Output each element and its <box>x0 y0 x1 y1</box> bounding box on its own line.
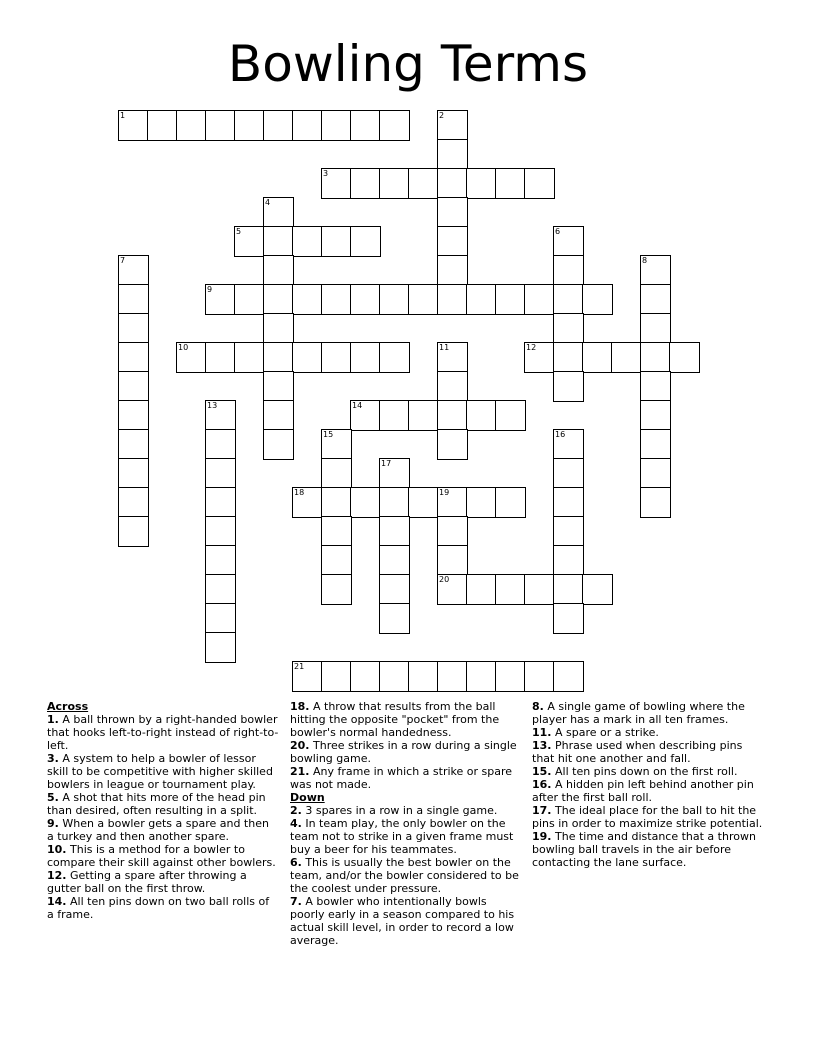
clue-number-label: 17. <box>532 804 552 817</box>
grid-cell[interactable] <box>263 110 294 141</box>
grid-cell[interactable] <box>553 487 584 518</box>
grid-cell[interactable] <box>582 574 613 605</box>
across-clue <box>290 700 522 739</box>
grid-cell[interactable] <box>640 429 671 460</box>
grid-cell[interactable] <box>640 487 671 518</box>
grid-cell[interactable] <box>611 342 642 373</box>
clue-number: 18 <box>294 488 305 497</box>
grid-cell[interactable] <box>379 574 410 605</box>
grid-cell[interactable] <box>408 487 439 518</box>
clue-text: Any frame in which a strike or spare was not made. <box>290 765 513 791</box>
grid-cell[interactable] <box>553 342 584 373</box>
clue-text: This is a method for a bowler to compare their skill against other bowlers. <box>47 843 276 869</box>
across-clue <box>47 752 279 791</box>
down-clue <box>532 700 764 726</box>
clue-number: 20 <box>439 575 450 584</box>
across-clue <box>290 739 522 765</box>
grid-cell[interactable] <box>495 661 526 692</box>
clue-number-label: 5. <box>47 791 59 804</box>
down-clue <box>532 830 764 869</box>
grid-cell[interactable] <box>640 255 671 286</box>
grid-cell[interactable] <box>437 429 468 460</box>
across-clue <box>47 895 279 921</box>
grid-cell[interactable] <box>205 342 236 373</box>
grid-cell[interactable] <box>234 284 265 315</box>
grid-cell[interactable] <box>263 313 294 344</box>
grid-cell[interactable] <box>379 516 410 547</box>
grid-cell[interactable] <box>321 516 352 547</box>
clue-number-label: 21. <box>290 765 310 778</box>
grid-cell[interactable] <box>524 574 555 605</box>
grid-cell[interactable] <box>263 400 294 431</box>
clue-number: 14 <box>352 401 363 410</box>
clue-number: 10 <box>178 343 189 352</box>
grid-cell[interactable] <box>321 342 352 373</box>
grid-cell[interactable] <box>118 255 149 286</box>
down-clue <box>532 739 764 765</box>
clue-number-label: 3. <box>47 752 59 765</box>
page-title: Bowling Terms <box>227 35 589 93</box>
clue-number-label: 13. <box>532 739 552 752</box>
clue-text: A ball thrown by a right-handed bowler that hooks left-to-right instead of right-to-left. <box>47 713 279 752</box>
grid-cell[interactable] <box>495 168 526 199</box>
clue-text: Getting a spare after throwing a gutter ball on the first throw. <box>47 869 247 895</box>
grid-cell[interactable] <box>321 545 352 576</box>
across-clue <box>47 843 279 869</box>
grid-cell[interactable] <box>205 400 236 431</box>
clue-number: 19 <box>439 488 450 497</box>
clue-number: 7 <box>120 256 126 265</box>
grid-cell[interactable] <box>553 371 584 402</box>
grid-cell[interactable] <box>466 487 497 518</box>
grid-cell[interactable] <box>292 487 323 518</box>
clue-number: 16 <box>555 430 566 439</box>
grid-cell[interactable] <box>118 284 149 315</box>
clue-number: 21 <box>294 662 305 671</box>
clue-number-label: 1. <box>47 713 59 726</box>
clues-column-2 <box>290 700 522 947</box>
grid-cell[interactable] <box>553 603 584 634</box>
grid-cell[interactable] <box>640 342 671 373</box>
grid-cell[interactable] <box>205 603 236 634</box>
grid-cell[interactable] <box>147 110 178 141</box>
grid-cell[interactable] <box>437 516 468 547</box>
clues-column-3 <box>532 700 764 869</box>
clue-text: Phrase used when describing pins that hit one another and fall. <box>532 739 743 765</box>
grid-cell[interactable] <box>582 342 613 373</box>
grid-cell[interactable] <box>205 284 236 315</box>
grid-cell[interactable] <box>437 110 468 141</box>
grid-cell[interactable] <box>321 284 352 315</box>
down-clue <box>532 804 764 830</box>
grid-cell[interactable] <box>350 284 381 315</box>
grid-cell[interactable] <box>263 371 294 402</box>
grid-cell[interactable] <box>350 661 381 692</box>
grid-cell[interactable] <box>466 400 497 431</box>
grid-cell[interactable] <box>176 342 207 373</box>
clue-number: 8 <box>642 256 648 265</box>
clue-text: Three strikes in a row during a single bowling game. <box>290 739 517 765</box>
grid-cell[interactable] <box>205 487 236 518</box>
grid-cell[interactable] <box>118 458 149 489</box>
clue-number-label: 4. <box>290 817 302 830</box>
grid-cell[interactable] <box>495 487 526 518</box>
clue-number: 1 <box>120 111 126 120</box>
clue-number-label: 11. <box>532 726 552 739</box>
across-clue <box>47 869 279 895</box>
grid-cell[interactable] <box>118 313 149 344</box>
grid-cell[interactable] <box>437 574 468 605</box>
grid-cell[interactable] <box>379 661 410 692</box>
clue-number-label: 14. <box>47 895 67 908</box>
clue-number-label: 20. <box>290 739 310 752</box>
grid-cell[interactable] <box>118 110 149 141</box>
grid-cell[interactable] <box>524 284 555 315</box>
grid-cell[interactable] <box>495 400 526 431</box>
grid-cell[interactable] <box>553 284 584 315</box>
grid-cell[interactable] <box>524 168 555 199</box>
grid-cell[interactable] <box>350 400 381 431</box>
grid-cell[interactable] <box>437 226 468 257</box>
grid-cell[interactable] <box>263 226 294 257</box>
grid-cell[interactable] <box>118 429 149 460</box>
clue-number-label: 18. <box>290 700 310 713</box>
grid-cell[interactable] <box>263 342 294 373</box>
grid-cell[interactable] <box>350 168 381 199</box>
grid-cell[interactable] <box>292 284 323 315</box>
grid-cell[interactable] <box>263 429 294 460</box>
grid-cell[interactable] <box>292 342 323 373</box>
grid-cell[interactable] <box>640 400 671 431</box>
grid-cell[interactable] <box>205 516 236 547</box>
clue-text: All ten pins down on the first roll. <box>551 765 738 778</box>
grid-cell[interactable] <box>553 545 584 576</box>
clue-text: A shot that hits more of the head pin than desired, often resulting in a split. <box>47 791 266 817</box>
grid-cell[interactable] <box>669 342 700 373</box>
grid-cell[interactable] <box>582 284 613 315</box>
grid-cell[interactable] <box>437 545 468 576</box>
grid-cell[interactable] <box>263 255 294 286</box>
grid-cell[interactable] <box>466 661 497 692</box>
across-heading: Across <box>47 700 89 713</box>
clue-number-label: 16. <box>532 778 552 791</box>
grid-cell[interactable] <box>495 574 526 605</box>
grid-cell[interactable] <box>553 458 584 489</box>
grid-cell[interactable] <box>466 574 497 605</box>
across-clue <box>290 765 522 791</box>
clue-number-label: 2. <box>290 804 302 817</box>
grid-cell[interactable] <box>553 516 584 547</box>
clue-number: 17 <box>381 459 392 468</box>
grid-cell[interactable] <box>640 458 671 489</box>
clue-text: A spare or a strike. <box>551 726 659 739</box>
grid-cell[interactable] <box>379 603 410 634</box>
clue-number: 13 <box>207 401 218 410</box>
clue-text: The ideal place for the ball to hit the pins in order to maximize strike potential. <box>532 804 763 830</box>
down-clue <box>290 895 522 947</box>
grid-cell[interactable] <box>379 545 410 576</box>
grid-cell[interactable] <box>437 487 468 518</box>
grid-cell[interactable] <box>205 429 236 460</box>
grid-cell[interactable] <box>553 313 584 344</box>
clue-text: A bowler who intentionally bowls poorly early in a season compared to his actual skill level, in order to record a low average. <box>290 895 515 947</box>
clue-number: 11 <box>439 343 450 352</box>
grid-cell[interactable] <box>292 110 323 141</box>
clue-number-label: 7. <box>290 895 302 908</box>
down-clue <box>290 817 522 856</box>
grid-cell[interactable] <box>437 197 468 228</box>
clue-number: 15 <box>323 430 334 439</box>
grid-cell[interactable] <box>553 226 584 257</box>
grid-cell[interactable] <box>205 574 236 605</box>
down-clue <box>532 726 764 739</box>
clue-number-label: 8. <box>532 700 544 713</box>
grid-cell[interactable] <box>118 400 149 431</box>
clue-text: 3 spares in a row in a single game. <box>301 804 498 817</box>
clue-text: All ten pins down on two ball rolls of a frame. <box>47 895 270 921</box>
grid-cell[interactable] <box>321 110 352 141</box>
grid-cell[interactable] <box>379 342 410 373</box>
down-clue <box>532 778 764 804</box>
clue-number: 6 <box>555 227 561 236</box>
grid-cell[interactable] <box>350 110 381 141</box>
across-clue <box>47 817 279 843</box>
grid-cell[interactable] <box>350 342 381 373</box>
clue-text: A system to help a bowler of lessor skill to be competitive with higher skilled bowlers in league or tournament play. <box>47 752 273 791</box>
grid-cell[interactable] <box>118 371 149 402</box>
grid-cell[interactable] <box>466 168 497 199</box>
grid-cell[interactable] <box>640 313 671 344</box>
grid-cell[interactable] <box>379 400 410 431</box>
grid-cell[interactable] <box>350 487 381 518</box>
clue-number-label: 10. <box>47 843 67 856</box>
grid-cell[interactable] <box>321 458 352 489</box>
clue-text: A hidden pin left behind another pin after the first ball roll. <box>532 778 754 804</box>
grid-cell[interactable] <box>263 197 294 228</box>
grid-cell[interactable] <box>234 226 265 257</box>
down-heading: Down <box>290 791 325 804</box>
grid-cell[interactable] <box>118 487 149 518</box>
grid-cell[interactable] <box>379 284 410 315</box>
clues-column-1 <box>47 700 279 921</box>
clue-number-label: 15. <box>532 765 552 778</box>
grid-cell[interactable] <box>437 400 468 431</box>
grid-cell[interactable] <box>466 284 497 315</box>
down-clue <box>290 856 522 895</box>
grid-cell[interactable] <box>437 661 468 692</box>
clue-number: 12 <box>526 343 537 352</box>
grid-cell[interactable] <box>553 661 584 692</box>
grid-cell[interactable] <box>437 168 468 199</box>
grid-cell[interactable] <box>379 458 410 489</box>
grid-cell[interactable] <box>350 226 381 257</box>
grid-cell[interactable] <box>292 226 323 257</box>
grid-cell[interactable] <box>495 284 526 315</box>
across-clue <box>47 791 279 817</box>
clue-text: A single game of bowling where the player has a mark in all ten frames. <box>532 700 745 726</box>
grid-cell[interactable] <box>205 110 236 141</box>
grid-cell[interactable] <box>292 661 323 692</box>
clue-text: The time and distance that a thrown bowling ball travels in the air before contacting the lane surface. <box>532 830 756 869</box>
grid-cell[interactable] <box>379 110 410 141</box>
grid-cell[interactable] <box>205 545 236 576</box>
clue-number-label: 9. <box>47 817 59 830</box>
grid-cell[interactable] <box>118 342 149 373</box>
clue-number: 9 <box>207 285 213 294</box>
clue-number-label: 6. <box>290 856 302 869</box>
grid-cell[interactable] <box>408 661 439 692</box>
grid-cell[interactable] <box>408 168 439 199</box>
clue-number: 5 <box>236 227 242 236</box>
grid-cell[interactable] <box>553 574 584 605</box>
down-clue <box>532 765 764 778</box>
clue-text: This is usually the best bowler on the team, and/or the bowler considered to be the coolest under pressure. <box>290 856 519 895</box>
clue-number-label: 19. <box>532 830 552 843</box>
grid-cell[interactable] <box>553 255 584 286</box>
grid-cell[interactable] <box>437 255 468 286</box>
grid-cell[interactable] <box>118 516 149 547</box>
down-clue <box>290 804 522 817</box>
clue-number: 4 <box>265 198 271 207</box>
grid-cell[interactable] <box>321 429 352 460</box>
grid-cell[interactable] <box>321 487 352 518</box>
grid-cell[interactable] <box>321 226 352 257</box>
grid-cell[interactable] <box>321 168 352 199</box>
grid-cell[interactable] <box>205 632 236 663</box>
grid-cell[interactable] <box>553 429 584 460</box>
clue-number-label: 12. <box>47 869 67 882</box>
clue-text: A throw that results from the ball hitting the opposite "pocket" from the bowler's normal handedness. <box>290 700 500 739</box>
grid-cell[interactable] <box>321 661 352 692</box>
grid-cell[interactable] <box>437 342 468 373</box>
grid-cell[interactable] <box>437 139 468 170</box>
clue-number: 2 <box>439 111 445 120</box>
across-clue <box>47 713 279 752</box>
grid-cell[interactable] <box>205 458 236 489</box>
grid-cell[interactable] <box>321 574 352 605</box>
clue-text: In team play, the only bowler on the team not to strike in a given frame must buy a beer for his teammates. <box>290 817 514 856</box>
grid-cell[interactable] <box>263 284 294 315</box>
grid-cell[interactable] <box>176 110 207 141</box>
grid-cell[interactable] <box>640 284 671 315</box>
grid-cell[interactable] <box>379 168 410 199</box>
grid-cell[interactable] <box>234 110 265 141</box>
grid-cell[interactable] <box>408 284 439 315</box>
grid-cell[interactable] <box>524 661 555 692</box>
grid-cell[interactable] <box>234 342 265 373</box>
clue-text: When a bowler gets a spare and then a turkey and then another spare. <box>47 817 269 843</box>
grid-cell[interactable] <box>640 371 671 402</box>
grid-cell[interactable] <box>379 487 410 518</box>
grid-cell[interactable] <box>437 371 468 402</box>
grid-cell[interactable] <box>408 400 439 431</box>
grid-cell[interactable] <box>437 284 468 315</box>
grid-cell[interactable] <box>524 342 555 373</box>
clue-number: 3 <box>323 169 329 178</box>
